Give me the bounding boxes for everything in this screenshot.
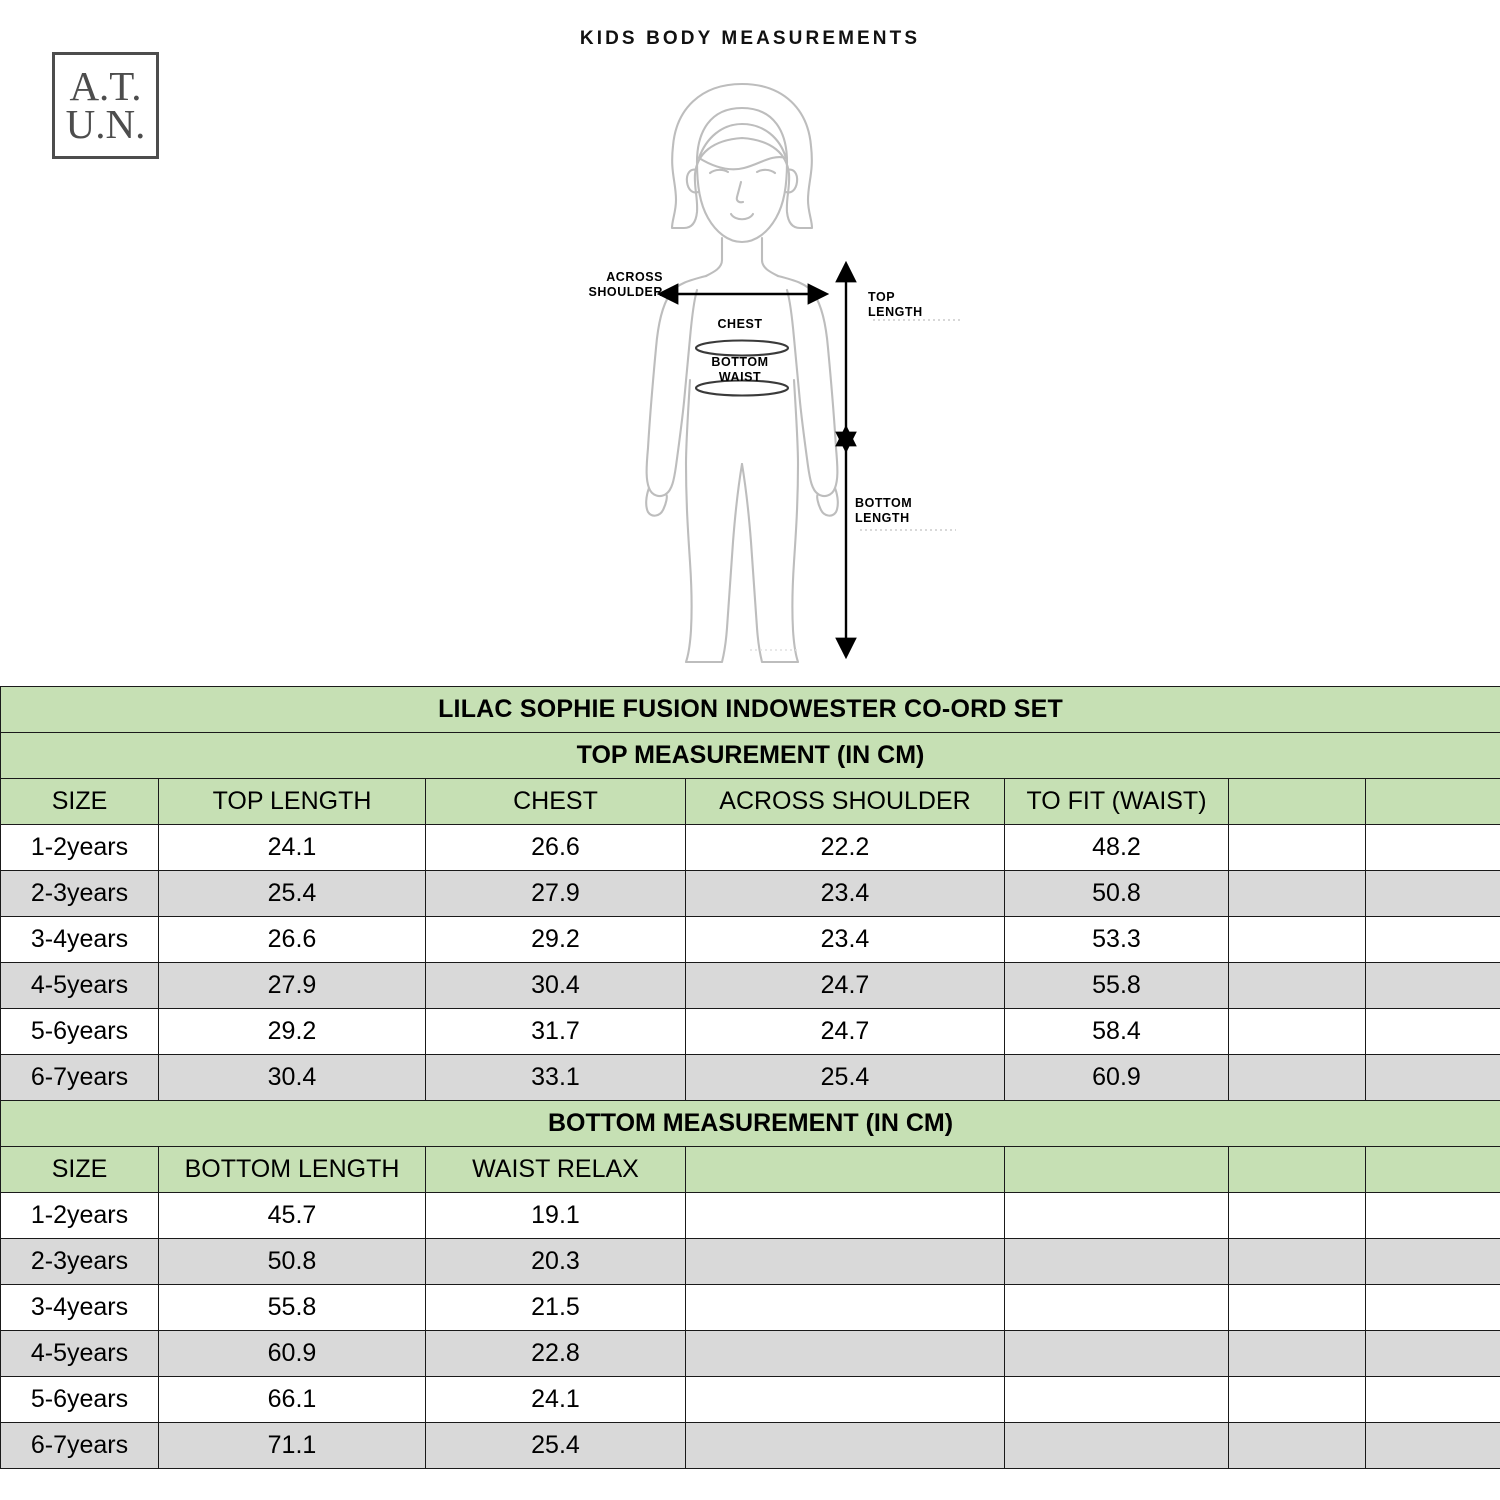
table-cell: 33.1 xyxy=(426,1055,686,1101)
column-header-1: BOTTOM LENGTH xyxy=(159,1147,426,1193)
table-cell: 2-3years xyxy=(1,1239,159,1285)
label-chest: CHEST xyxy=(717,317,763,331)
table-cell xyxy=(1366,871,1500,917)
table-cell: 24.1 xyxy=(159,825,426,871)
page-title: KIDS BODY MEASUREMENTS xyxy=(579,28,921,49)
table-cell: 31.7 xyxy=(426,1009,686,1055)
column-header-1: TOP LENGTH xyxy=(159,779,426,825)
table-cell: 23.4 xyxy=(686,917,1005,963)
product-title-cell: LILAC SOPHIE FUSION INDOWESTER CO-ORD SET xyxy=(1,687,1500,733)
table-cell: 58.4 xyxy=(1005,1009,1229,1055)
table-cell xyxy=(1366,917,1500,963)
column-header-6 xyxy=(1366,1147,1500,1193)
table-cell xyxy=(1229,1055,1366,1101)
table-cell: 4-5years xyxy=(1,1331,159,1377)
table-row xyxy=(1,1423,1500,1469)
label-across-shoulder-line-2: SHOULDER xyxy=(588,285,663,300)
table-cell: 23.4 xyxy=(686,871,1005,917)
column-header-0: SIZE xyxy=(1,779,159,825)
table-row xyxy=(1,1239,1500,1285)
table-row xyxy=(1,825,1500,871)
label-across-shoulder xyxy=(548,270,663,301)
table-cell xyxy=(1005,1285,1229,1331)
table-cell xyxy=(1005,1377,1229,1423)
table-cell: 26.6 xyxy=(426,825,686,871)
table-row-column-headers xyxy=(1,779,1500,825)
table-cell xyxy=(1366,1239,1500,1285)
table-cell xyxy=(686,1193,1005,1239)
table-cell: 2-3years xyxy=(1,871,159,917)
column-header-3 xyxy=(686,1147,1005,1193)
table-cell xyxy=(1005,1423,1229,1469)
brand-logo-line-2: U.N. xyxy=(65,100,146,147)
table-cell: 22.2 xyxy=(686,825,1005,871)
table-cell: 24.7 xyxy=(686,1009,1005,1055)
table-cell: 25.4 xyxy=(686,1055,1005,1101)
chest-measure-ellipse xyxy=(696,341,788,356)
table-row xyxy=(1,917,1500,963)
table-cell: 60.9 xyxy=(159,1331,426,1377)
table-cell: 5-6years xyxy=(1,1377,159,1423)
column-header-6 xyxy=(1366,779,1500,825)
table-cell: 25.4 xyxy=(159,871,426,917)
table-row xyxy=(1,1193,1500,1239)
table-cell xyxy=(686,1285,1005,1331)
table-cell: 3-4years xyxy=(1,917,159,963)
table-cell: 50.8 xyxy=(1005,871,1229,917)
table-cell xyxy=(1229,825,1366,871)
table-cell xyxy=(1229,871,1366,917)
table-row-product-title xyxy=(1,687,1500,733)
size-chart-table-wrapper xyxy=(0,686,1500,1469)
table-cell xyxy=(1366,1423,1500,1469)
table-cell xyxy=(1229,917,1366,963)
table-cell: 5-6years xyxy=(1,1009,159,1055)
table-cell: 55.8 xyxy=(1005,963,1229,1009)
table-cell xyxy=(1229,1331,1366,1377)
table-cell: 30.4 xyxy=(426,963,686,1009)
table-cell xyxy=(1229,1377,1366,1423)
table-cell: 50.8 xyxy=(159,1239,426,1285)
label-top-length-line-2: LENGTH xyxy=(868,305,923,320)
label-bottom-waist xyxy=(690,355,790,386)
table-cell xyxy=(1005,1331,1229,1377)
label-bottom-length-line-2: LENGTH xyxy=(855,511,910,526)
table-row xyxy=(1,871,1500,917)
table-cell xyxy=(1366,825,1500,871)
column-header-5 xyxy=(1229,1147,1366,1193)
label-across-shoulder-line-1: ACROSS xyxy=(606,270,663,284)
table-cell: 66.1 xyxy=(159,1377,426,1423)
table-cell: 19.1 xyxy=(426,1193,686,1239)
column-header-2: CHEST xyxy=(426,779,686,825)
table-cell: 48.2 xyxy=(1005,825,1229,871)
table-cell xyxy=(686,1331,1005,1377)
table-cell: 22.8 xyxy=(426,1331,686,1377)
table-cell xyxy=(1366,1377,1500,1423)
table-cell xyxy=(1005,1193,1229,1239)
table-row xyxy=(1,1331,1500,1377)
table-cell xyxy=(1366,1009,1500,1055)
table-cell xyxy=(1366,1055,1500,1101)
table-cell xyxy=(1229,963,1366,1009)
table-cell xyxy=(1005,1239,1229,1285)
size-chart-table xyxy=(0,686,1500,1469)
label-bottom-length-line-1: BOTTOM xyxy=(855,496,913,510)
column-header-4: TO FIT (WAIST) xyxy=(1005,779,1229,825)
table-cell: 3-4years xyxy=(1,1285,159,1331)
column-header-2: WAIST RELAX xyxy=(426,1147,686,1193)
table-cell xyxy=(686,1239,1005,1285)
table-cell xyxy=(1229,1009,1366,1055)
table-cell: 29.2 xyxy=(159,1009,426,1055)
table-row xyxy=(1,963,1500,1009)
table-cell: 21.5 xyxy=(426,1285,686,1331)
section-heading-cell: TOP MEASUREMENT (IN CM) xyxy=(1,733,1500,779)
column-header-0: SIZE xyxy=(1,1147,159,1193)
table-cell xyxy=(1229,1193,1366,1239)
table-cell: 6-7years xyxy=(1,1423,159,1469)
table-cell: 1-2years xyxy=(1,825,159,871)
table-cell: 60.9 xyxy=(1005,1055,1229,1101)
table-cell: 71.1 xyxy=(159,1423,426,1469)
table-row-section-heading xyxy=(1,733,1500,779)
table-cell: 1-2years xyxy=(1,1193,159,1239)
table-row xyxy=(1,1009,1500,1055)
table-cell: 29.2 xyxy=(426,917,686,963)
table-cell: 30.4 xyxy=(159,1055,426,1101)
table-cell: 6-7years xyxy=(1,1055,159,1101)
label-top-length-line-1: TOP xyxy=(868,290,896,304)
table-cell: 45.7 xyxy=(159,1193,426,1239)
table-cell xyxy=(1229,1423,1366,1469)
table-cell: 27.9 xyxy=(426,871,686,917)
table-cell: 27.9 xyxy=(159,963,426,1009)
table-cell xyxy=(1366,1193,1500,1239)
table-cell xyxy=(1229,1285,1366,1331)
table-cell xyxy=(1229,1239,1366,1285)
column-header-5 xyxy=(1229,779,1366,825)
table-cell xyxy=(1366,963,1500,1009)
table-row xyxy=(1,1377,1500,1423)
label-bottom-waist-line-1: BOTTOM xyxy=(711,355,769,369)
table-cell: 55.8 xyxy=(159,1285,426,1331)
column-header-4 xyxy=(1005,1147,1229,1193)
table-cell xyxy=(1366,1331,1500,1377)
section-heading-cell: BOTTOM MEASUREMENT (IN CM) xyxy=(1,1101,1500,1147)
label-top-length xyxy=(868,290,978,321)
table-cell: 53.3 xyxy=(1005,917,1229,963)
table-row xyxy=(1,1055,1500,1101)
table-cell: 20.3 xyxy=(426,1239,686,1285)
table-cell xyxy=(686,1377,1005,1423)
table-cell xyxy=(1366,1285,1500,1331)
table-cell xyxy=(686,1423,1005,1469)
label-bottom-length xyxy=(855,496,975,527)
table-row-section-heading xyxy=(1,1101,1500,1147)
table-cell: 24.7 xyxy=(686,963,1005,1009)
table-cell: 24.1 xyxy=(426,1377,686,1423)
table-cell: 4-5years xyxy=(1,963,159,1009)
column-header-3: ACROSS SHOULDER xyxy=(686,779,1005,825)
table-cell: 25.4 xyxy=(426,1423,686,1469)
table-row-column-headers xyxy=(1,1147,1500,1193)
table-row xyxy=(1,1285,1500,1331)
table-cell: 26.6 xyxy=(159,917,426,963)
label-bottom-waist-line-2: WAIST xyxy=(718,370,762,385)
brand-logo-line-1: A.T. xyxy=(69,62,142,109)
body-measurement-diagram xyxy=(0,62,1500,677)
